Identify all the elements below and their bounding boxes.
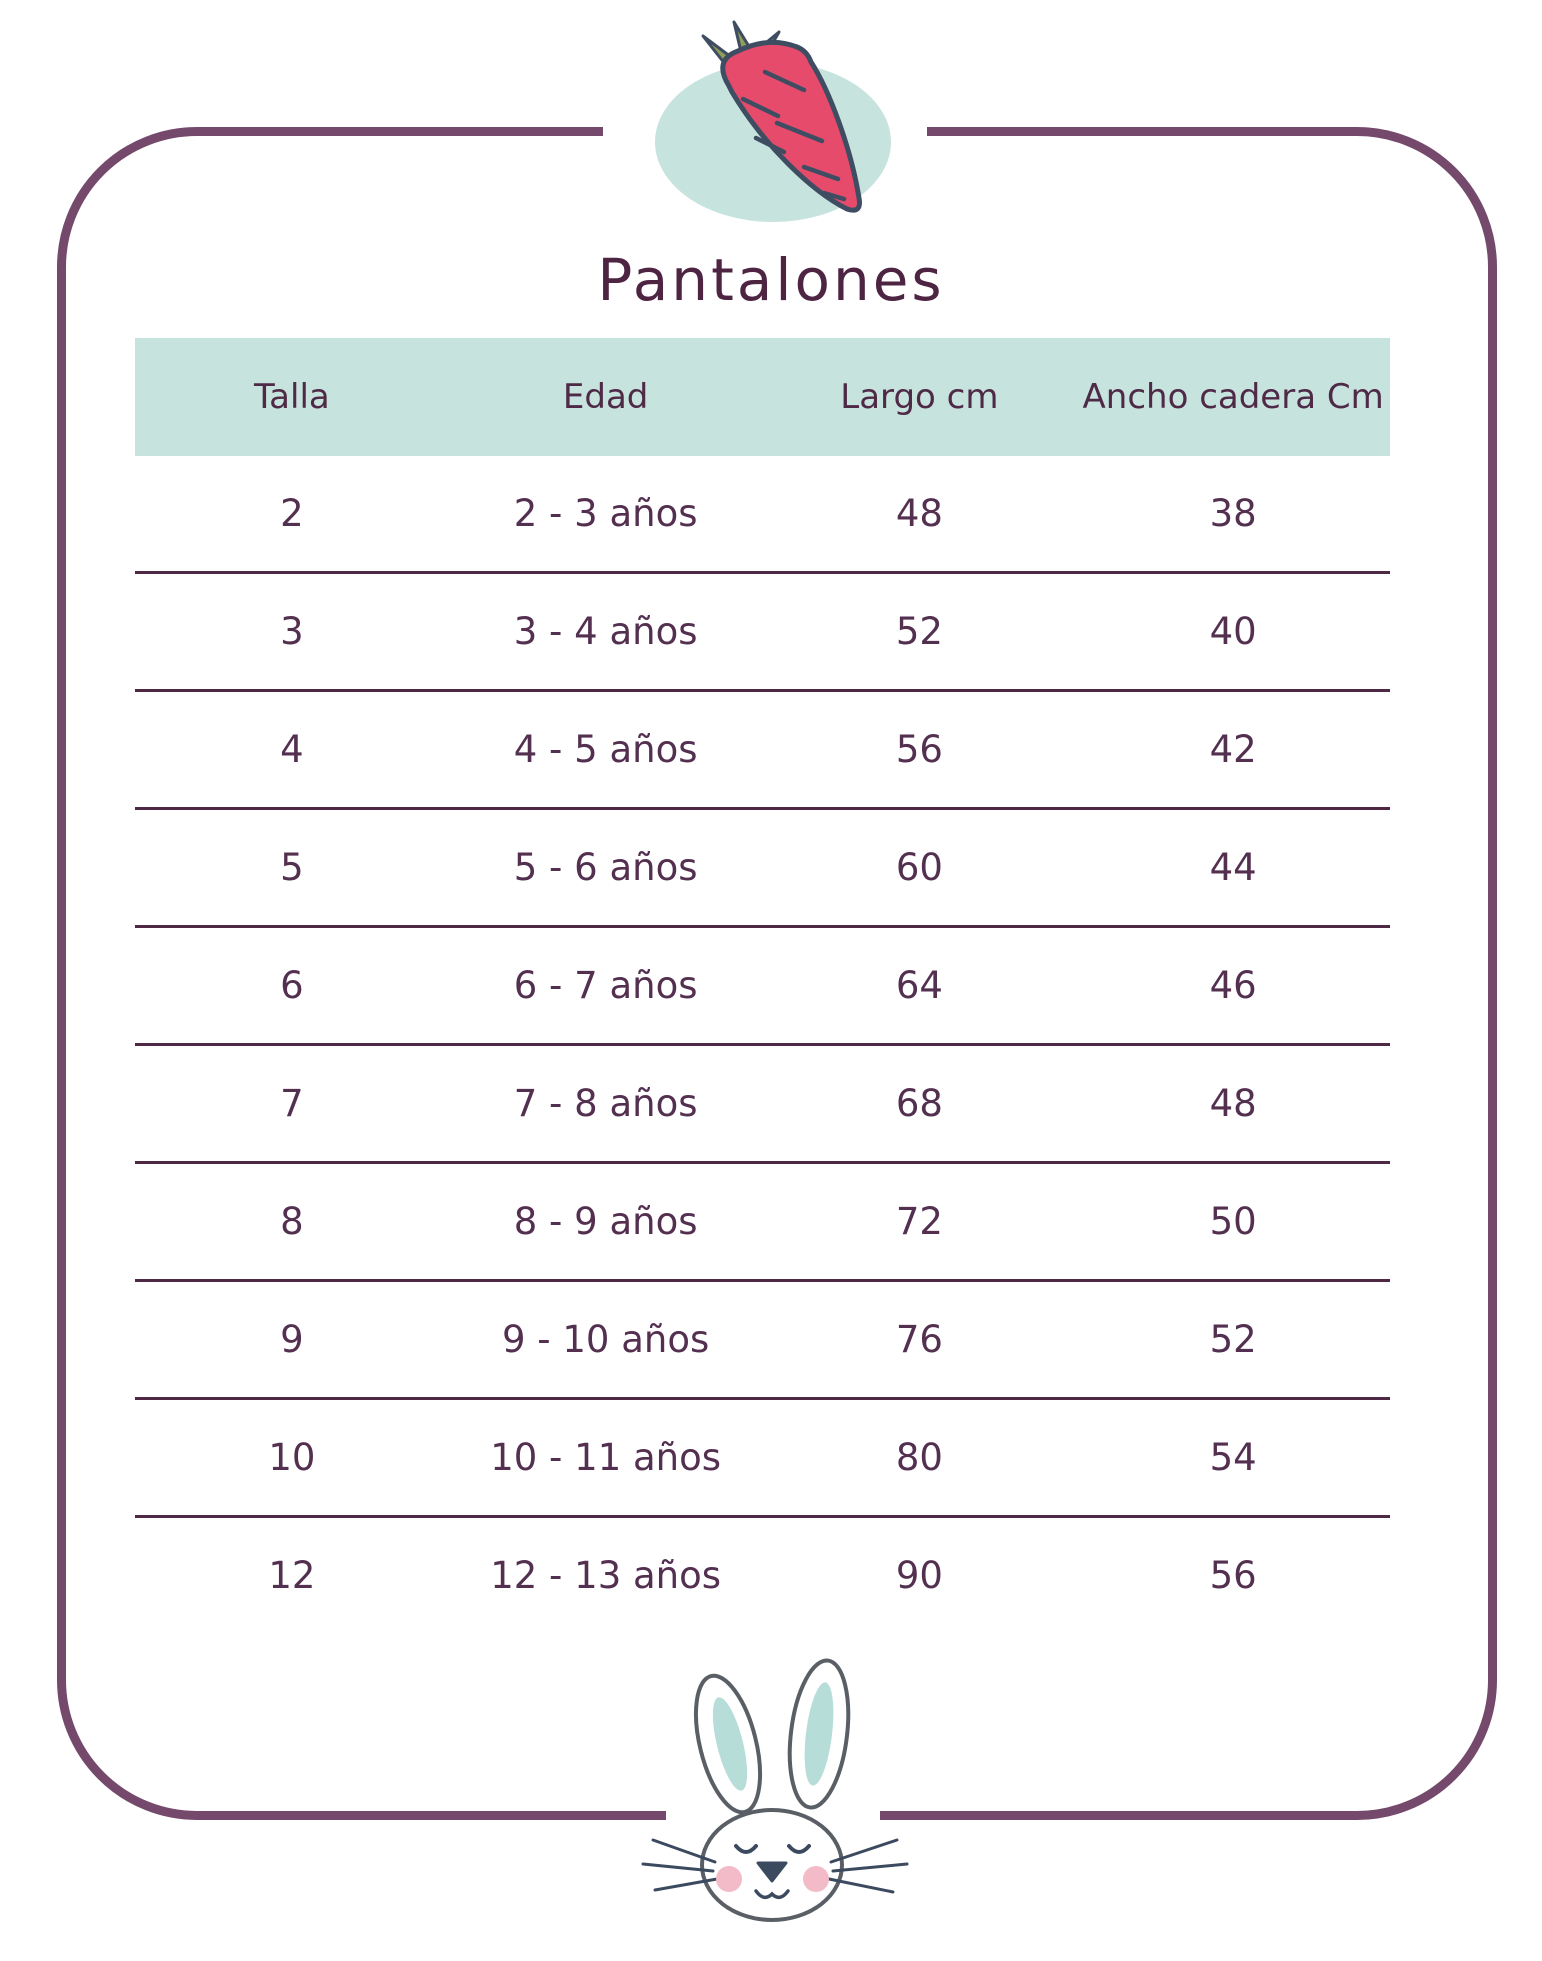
cell-edad: 3 - 4 años [513, 610, 698, 653]
cell-ancho: 46 [1209, 964, 1257, 1007]
table-row [135, 1518, 1390, 1633]
cell-talla: 3 [280, 610, 304, 653]
table-row [135, 1164, 1390, 1282]
bunny-icon [635, 1652, 915, 1956]
cell-edad: 4 - 5 años [513, 728, 698, 771]
carrot-icon [625, 20, 915, 235]
cell-largo: 60 [895, 846, 943, 889]
cell-ancho: 52 [1209, 1318, 1257, 1361]
table-row [135, 1400, 1390, 1518]
cell-largo: 64 [895, 964, 943, 1007]
cell-edad: 9 - 10 años [501, 1318, 710, 1361]
header-ancho-cadera: Ancho cadera Cm [1082, 377, 1384, 417]
cell-edad: 12 - 13 años [490, 1554, 722, 1597]
table-header-row [135, 338, 1390, 456]
cell-ancho: 40 [1209, 610, 1257, 653]
header-talla: Talla [254, 377, 330, 417]
cell-edad: 10 - 11 años [490, 1436, 722, 1479]
header-largo: Largo cm [840, 377, 999, 417]
cell-largo: 68 [895, 1082, 943, 1125]
cell-ancho: 50 [1209, 1200, 1257, 1243]
cell-talla: 2 [280, 492, 304, 535]
cell-edad: 6 - 7 años [513, 964, 698, 1007]
cell-talla: 4 [280, 728, 304, 771]
cell-largo: 48 [895, 492, 943, 535]
table-row [135, 692, 1390, 810]
cell-talla: 5 [280, 846, 304, 889]
cell-talla: 12 [268, 1554, 316, 1597]
page-title: Pantalones [597, 246, 945, 314]
cell-largo: 80 [895, 1436, 943, 1479]
cell-edad: 2 - 3 años [513, 492, 698, 535]
cell-ancho: 48 [1209, 1082, 1257, 1125]
cell-talla: 8 [280, 1200, 304, 1243]
cell-talla: 9 [280, 1318, 304, 1361]
cell-ancho: 56 [1209, 1554, 1257, 1597]
cell-ancho: 38 [1209, 492, 1257, 535]
cell-edad: 5 - 6 años [513, 846, 698, 889]
table-row [135, 1046, 1390, 1164]
cell-ancho: 42 [1209, 728, 1257, 771]
cell-largo: 52 [895, 610, 943, 653]
table-row [135, 810, 1390, 928]
cell-largo: 76 [895, 1318, 943, 1361]
table-row [135, 456, 1390, 574]
table-row [135, 928, 1390, 1046]
cell-largo: 56 [895, 728, 943, 771]
header-edad: Edad [562, 377, 649, 417]
table-row [135, 1282, 1390, 1400]
cell-talla: 10 [268, 1436, 316, 1479]
cell-largo: 90 [895, 1554, 943, 1597]
cell-ancho: 44 [1209, 846, 1257, 889]
table-row [135, 574, 1390, 692]
cell-edad: 7 - 8 años [513, 1082, 698, 1125]
cell-ancho: 54 [1209, 1436, 1257, 1479]
cell-talla: 7 [280, 1082, 304, 1125]
cell-talla: 6 [280, 964, 304, 1007]
cell-largo: 72 [895, 1200, 943, 1243]
cell-edad: 8 - 9 años [513, 1200, 698, 1243]
size-table [135, 338, 1390, 1633]
